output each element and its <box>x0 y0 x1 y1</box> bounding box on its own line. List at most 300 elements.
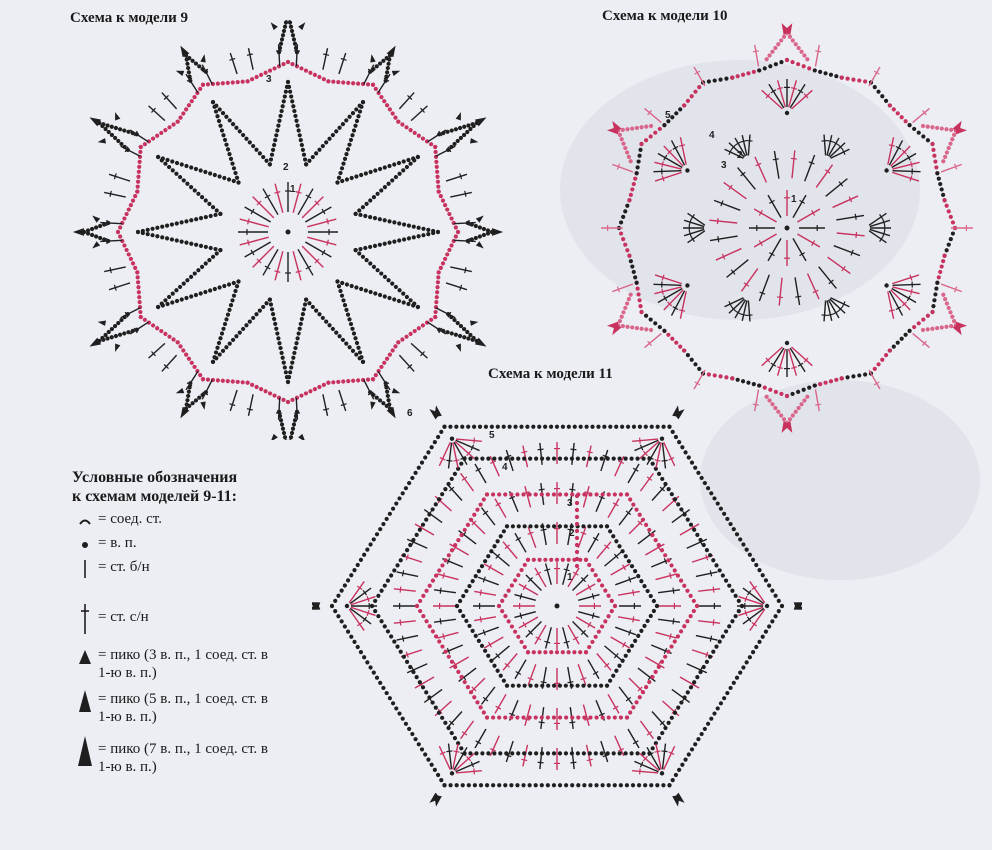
chain-stitch <box>930 142 934 146</box>
chain-stitch <box>181 348 185 352</box>
chain-stitch <box>773 46 777 50</box>
chain-stitch <box>667 783 671 787</box>
chain-stitch <box>462 327 466 331</box>
chain-stitch <box>540 783 544 787</box>
chain-stitch <box>608 425 612 429</box>
chain-stitch <box>352 568 356 572</box>
double-crochet-stitch <box>461 721 474 739</box>
chain-stitch <box>283 435 287 439</box>
chain-stitch <box>340 294 344 298</box>
chain-stitch <box>399 558 403 562</box>
chain-stitch <box>229 157 233 161</box>
chain-stitch <box>627 198 631 202</box>
chain-stitch <box>619 715 623 719</box>
double-crochet-bar <box>569 722 575 723</box>
double-crochet-stitch <box>525 486 531 507</box>
chain-stitch <box>213 173 217 177</box>
chain-stitch <box>277 50 281 54</box>
chain-stitch <box>540 684 544 688</box>
chain-stitch <box>135 132 139 136</box>
double-crochet-bar <box>538 762 544 763</box>
chain-stitch <box>561 558 565 562</box>
chain-stitch <box>167 165 171 169</box>
double-crochet-stitch <box>104 267 126 272</box>
double-crochet-bar <box>640 438 641 444</box>
chain-stitch <box>690 460 694 464</box>
chain-stitch <box>250 383 254 387</box>
chain-stitch <box>695 604 699 608</box>
chain-stitch <box>724 578 728 582</box>
chain-stitch <box>558 751 562 755</box>
double-crochet-stitch <box>523 446 528 468</box>
chain-stitch <box>232 179 236 183</box>
double-crochet-stitch <box>837 233 865 236</box>
double-crochet-stitch <box>302 197 323 218</box>
title-model-9: Схема к модели 9 <box>70 10 189 26</box>
chain-stitch <box>383 185 387 189</box>
chain-stitch <box>382 361 386 365</box>
double-crochet-stitch <box>535 625 546 644</box>
chain-stitch <box>823 71 827 75</box>
double-crochet-bar <box>655 460 661 461</box>
chain-stitch <box>402 222 406 226</box>
chain-stitch <box>510 751 514 755</box>
chain-stitch <box>211 255 215 259</box>
chain-stitch <box>624 457 628 461</box>
chain-stitch <box>304 391 308 395</box>
chain-stitch <box>196 268 200 272</box>
double-crochet-stitch <box>774 151 779 179</box>
double-crochet-stitch <box>248 394 253 416</box>
double-crochet-stitch <box>578 664 586 685</box>
chain-stitch <box>505 524 509 528</box>
double-crochet-stitch <box>399 93 414 109</box>
chain-stitch <box>180 220 184 224</box>
chain-stitch <box>540 751 544 755</box>
chain-stitch <box>371 67 375 71</box>
chain-stitch <box>949 324 953 328</box>
chain-stitch <box>143 318 147 322</box>
chain-stitch <box>669 644 673 648</box>
chain-stitch <box>444 558 448 562</box>
double-crochet-stitch <box>698 589 720 591</box>
picot-mark <box>176 71 184 76</box>
chain-stitch <box>368 198 372 202</box>
chain-stitch <box>790 60 794 64</box>
chain-stitch <box>194 243 198 247</box>
double-crochet-bar <box>541 682 547 683</box>
chain-stitch <box>623 243 627 247</box>
chain-stitch <box>636 634 640 638</box>
chain-stitch <box>931 304 935 308</box>
double-crochet-stitch <box>738 168 756 190</box>
chain-stitch <box>421 233 425 237</box>
chain-stitch <box>411 303 415 307</box>
chain-stitch <box>649 317 653 321</box>
chain-stitch <box>278 414 282 418</box>
chain-stitch <box>385 691 389 695</box>
chain-stitch <box>716 706 720 710</box>
double-crochet-stitch <box>754 209 777 222</box>
chain-stitch <box>597 578 601 582</box>
chain-stitch <box>214 104 218 108</box>
chain-stitch <box>521 783 525 787</box>
double-crochet-stitch <box>307 237 336 245</box>
double-crochet-stitch <box>446 283 467 290</box>
chain-stitch <box>654 670 658 674</box>
chain-stitch <box>286 80 290 84</box>
chain-stitch <box>392 568 396 572</box>
chain-stitch <box>796 62 800 66</box>
chain-stitch <box>686 517 690 521</box>
picot-mark <box>456 343 461 351</box>
chain-stitch <box>629 457 633 461</box>
chain-stitch <box>437 639 441 643</box>
chain-stitch <box>486 231 490 235</box>
chain-stitch <box>917 321 921 325</box>
double-crochet-stitch <box>573 575 589 591</box>
chain-stitch <box>436 275 440 279</box>
chain-stitch <box>575 543 579 547</box>
chain-stitch <box>453 736 457 740</box>
chain-stitch <box>232 281 236 285</box>
chain-stitch <box>394 285 398 289</box>
chain-stitch <box>131 329 135 333</box>
double-crochet-bar <box>827 314 833 315</box>
chain-stitch <box>217 119 221 123</box>
chain-stitch <box>388 353 392 357</box>
chain-stitch <box>721 573 725 577</box>
chain-stitch <box>410 476 414 480</box>
chain-stitch <box>218 212 222 216</box>
chain-stitch <box>692 680 696 684</box>
chain-stitch <box>365 548 369 552</box>
chain-stitch <box>546 783 550 787</box>
chain-stitch <box>356 82 360 86</box>
chain-stitch <box>220 331 224 335</box>
chain-stitch <box>206 378 210 382</box>
chain-stitch <box>102 237 106 241</box>
chain-stitch <box>290 361 294 365</box>
picot-3-icon <box>72 646 98 668</box>
double-crochet-stitch <box>714 200 740 210</box>
chain-stitch <box>558 524 562 528</box>
double-crochet-stitch <box>162 93 177 109</box>
double-crochet-stitch <box>461 473 474 491</box>
chain-stitch <box>418 528 422 532</box>
chain-stitch <box>579 425 583 429</box>
chain-stitch <box>851 77 855 81</box>
chain-stitch <box>378 61 382 65</box>
chain-stitch <box>322 383 326 387</box>
double-crochet-stitch <box>892 287 919 294</box>
chain-stitch <box>472 513 476 517</box>
chain-stitch <box>241 133 245 137</box>
chain-stitch <box>601 783 605 787</box>
chain-stitch <box>341 338 345 342</box>
chain-stitch <box>526 558 530 562</box>
chain-stitch <box>387 164 391 168</box>
chain-stitch <box>491 783 495 787</box>
chain-stitch <box>876 362 880 366</box>
chain-stitch <box>454 333 458 337</box>
chain-stitch <box>215 251 219 255</box>
chain-stitch <box>282 361 286 365</box>
chain-stitch <box>818 70 822 74</box>
chain-stitch <box>204 70 208 74</box>
double-crochet-bar <box>592 613 594 619</box>
double-crochet-stitch <box>519 617 538 628</box>
double-crochet-stitch <box>645 333 662 347</box>
round-number: 4 <box>502 462 508 473</box>
chain-stitch <box>456 139 460 143</box>
chain-stitch <box>458 599 462 603</box>
chain-stitch <box>311 155 315 159</box>
double-crochet-stitch <box>658 590 680 593</box>
picot-mark <box>115 112 120 120</box>
chain-stitch <box>288 20 292 24</box>
chain-stitch <box>437 711 441 715</box>
chain-stitch <box>241 380 245 384</box>
chain-stitch <box>466 425 470 429</box>
chain-stitch <box>474 574 478 578</box>
chain-stitch <box>942 198 946 202</box>
chain-stitch <box>341 80 345 84</box>
chain-stitch <box>118 225 122 229</box>
chain-stitch <box>155 234 159 238</box>
chain-stitch <box>375 532 379 536</box>
chain-stitch <box>926 125 930 129</box>
chain-stitch <box>582 715 586 719</box>
chain-stitch <box>185 62 189 66</box>
double-crochet-stitch <box>656 744 661 769</box>
chain-stitch <box>122 243 126 247</box>
double-crochet-stitch <box>604 552 621 566</box>
chain-stitch <box>912 127 916 131</box>
chain-stitch <box>138 300 142 304</box>
chain-stitch <box>185 278 189 282</box>
chain-stitch <box>625 127 629 131</box>
double-crochet-bar <box>795 296 801 297</box>
chain-stitch <box>480 751 484 755</box>
chain-stitch <box>516 573 520 577</box>
double-crochet-stitch <box>748 301 750 322</box>
chain-stitch <box>435 295 439 299</box>
double-crochet-stitch <box>768 195 781 218</box>
chain-stitch <box>690 358 694 362</box>
chain-stitch <box>528 684 532 688</box>
chain-stitch <box>673 497 677 501</box>
double-crochet-bar <box>296 271 302 273</box>
chain-stitch <box>478 234 482 238</box>
chain-stitch <box>98 236 102 240</box>
chain-stitch <box>799 50 803 54</box>
title-model-11: Схема к модели 11 <box>488 366 613 382</box>
chain-stitch <box>100 336 104 340</box>
chain-stitch <box>700 476 704 480</box>
chain-stitch <box>601 492 605 496</box>
chain-stitch <box>180 162 184 166</box>
chain-stitch <box>213 213 217 217</box>
chain-stitch <box>940 264 944 268</box>
chain-stitch <box>389 573 393 577</box>
chain-stitch <box>137 170 141 174</box>
chain-stitch <box>340 179 344 183</box>
chain-stitch <box>292 37 296 41</box>
chain-stitch <box>754 563 758 567</box>
chain-stitch <box>216 82 220 86</box>
chain-stitch <box>776 42 780 46</box>
chain-stitch <box>807 66 811 70</box>
chain-stitch <box>503 492 507 496</box>
chain-stitch <box>376 594 380 598</box>
chain-stitch <box>661 425 665 429</box>
chain-stitch <box>466 336 470 340</box>
chain-stitch <box>935 281 939 285</box>
chain-stitch <box>279 42 283 46</box>
chain-stitch <box>307 159 311 163</box>
chain-stitch <box>588 715 592 719</box>
double-crochet-stitch <box>819 267 837 289</box>
chain-stitch <box>406 302 410 306</box>
chain-stitch <box>107 330 111 334</box>
double-crochet-stitch <box>797 209 820 222</box>
double-crochet-bar <box>689 231 691 237</box>
chain-stitch <box>368 542 372 546</box>
chain-stitch <box>138 310 142 314</box>
chain-stitch <box>774 62 778 66</box>
chain-stitch <box>564 457 568 461</box>
chain-stitch <box>475 508 479 512</box>
double-crochet-stitch <box>653 171 681 172</box>
chain-stitch <box>300 143 304 147</box>
double-crochet-stitch <box>162 355 177 371</box>
double-crochet-bar <box>327 240 329 246</box>
chain-stitch <box>350 176 354 180</box>
chain-stitch <box>386 578 390 582</box>
chain-stitch <box>745 548 749 552</box>
double-crochet-stitch <box>230 390 237 411</box>
chain-stitch <box>794 42 798 46</box>
chain-stitch <box>272 393 276 397</box>
chain-stitch <box>526 650 530 654</box>
chain-stitch <box>333 609 337 613</box>
chain-stitch <box>785 226 790 231</box>
chain-stitch <box>193 271 197 275</box>
chain-stitch <box>181 111 185 115</box>
chain-stitch <box>452 142 456 146</box>
chain-stitch <box>610 609 614 613</box>
chain-stitch <box>611 674 615 678</box>
chain-stitch <box>462 335 466 339</box>
chain-stitch <box>619 492 623 496</box>
chain-stitch <box>546 751 550 755</box>
chain-stitch <box>584 650 588 654</box>
double-crochet-stitch <box>628 464 639 483</box>
chain-stitch <box>697 85 701 89</box>
chain-stitch <box>834 378 838 382</box>
legend-item <box>72 646 268 682</box>
chain-stitch <box>496 539 500 543</box>
chain-stitch <box>378 527 382 531</box>
chain-stitch <box>450 660 454 664</box>
chain-stitch <box>352 128 356 132</box>
chain-stitch <box>639 579 643 583</box>
chain-stitch <box>482 710 486 714</box>
chain-stitch <box>940 325 944 329</box>
double-crochet-bar <box>777 297 783 298</box>
chain-stitch <box>131 198 135 202</box>
chain-stitch <box>150 227 154 231</box>
chain-stitch <box>677 768 681 772</box>
double-crochet-stitch <box>618 591 640 595</box>
chain-stitch <box>270 153 274 157</box>
double-crochet-bar <box>247 409 253 410</box>
chain-stitch <box>385 70 389 74</box>
chain-stitch <box>433 768 437 772</box>
chain-stitch <box>203 170 207 174</box>
chain-stitch <box>646 589 650 593</box>
chain-stitch <box>385 103 389 107</box>
chain-stitch <box>275 128 279 132</box>
chain-stitch <box>189 185 193 189</box>
chain-stitch <box>610 599 614 603</box>
chain-stitch <box>528 715 532 719</box>
chain-stitch <box>538 558 542 562</box>
chain-stitch <box>930 310 934 314</box>
double-crochet-bar <box>564 569 570 571</box>
chain-stitch <box>146 232 150 236</box>
chain-stitch <box>185 402 189 406</box>
chain-stitch <box>175 221 179 225</box>
chain-stitch <box>206 82 210 86</box>
chain-stitch <box>480 457 484 461</box>
chain-stitch <box>840 76 844 80</box>
chain-stitch <box>534 457 538 461</box>
chain-stitch <box>613 604 617 608</box>
chain-stitch <box>748 553 752 557</box>
chain-stitch <box>735 532 739 536</box>
chain-stitch <box>203 290 207 294</box>
chain-stitch <box>458 609 462 613</box>
chain-stitch <box>679 629 683 633</box>
chain-stitch <box>446 148 450 152</box>
double-crochet-stitch <box>546 563 552 584</box>
chain-stitch <box>678 345 682 349</box>
chain-stitch <box>359 173 363 177</box>
chain-stitch <box>730 589 734 593</box>
chain-stitch <box>706 722 710 726</box>
chain-stitch <box>644 138 648 142</box>
chain-stitch <box>603 619 607 623</box>
double-crochet-bar <box>587 451 593 452</box>
double-crochet-bar <box>633 590 634 596</box>
chain-stitch <box>618 319 622 323</box>
chain-stitch <box>483 559 487 563</box>
chain-stitch <box>246 79 250 83</box>
chain-stitch <box>439 778 443 782</box>
chain-stitch <box>304 298 308 302</box>
chain-stitch <box>523 563 527 567</box>
chain-stitch <box>555 650 559 654</box>
chain-stitch <box>614 669 618 673</box>
chain-stitch <box>86 228 90 232</box>
chain-stitch <box>575 536 579 540</box>
double-crochet-stitch <box>892 172 919 181</box>
chain-stitch <box>294 414 298 418</box>
chain-stitch <box>497 604 501 608</box>
chain-stitch <box>295 336 299 340</box>
